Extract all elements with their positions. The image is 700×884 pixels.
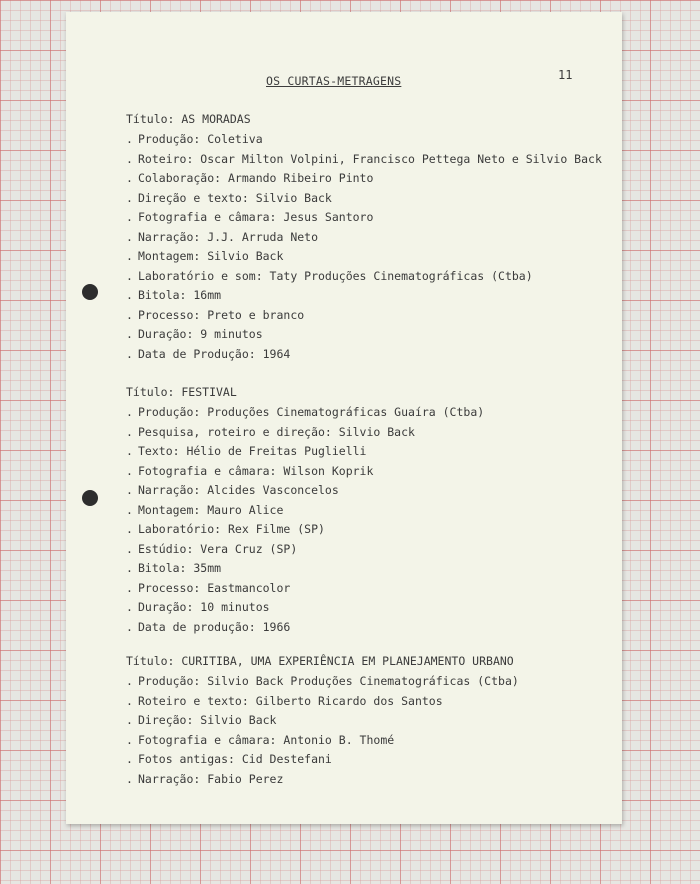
credit-line	[126, 542, 484, 562]
film-section-curitiba	[126, 654, 519, 791]
bullet-dot: .	[126, 424, 133, 439]
bullet-dot: .	[126, 561, 133, 575]
bullet-dot: .	[126, 463, 133, 478]
credit-line	[126, 600, 484, 620]
bullet-dot: .	[126, 288, 133, 302]
credit-line	[126, 405, 484, 425]
section-heading: Título: FESTIVAL	[126, 385, 237, 399]
credit-line	[126, 308, 602, 328]
credit-line	[126, 269, 602, 289]
credit-line	[126, 444, 484, 464]
credit-text: Produção: Coletiva	[138, 132, 263, 146]
bullet-dot: .	[126, 600, 133, 614]
credit-line	[126, 152, 602, 172]
bullet-dot: .	[126, 483, 133, 497]
credit-text: Direção: Silvio Back	[138, 713, 277, 727]
credit-line	[126, 522, 484, 542]
credit-line	[126, 191, 602, 211]
bullet-dot: .	[126, 619, 133, 634]
credit-text: Fotografia e câmara: Jesus Santoro	[138, 210, 374, 224]
document-title: OS CURTAS-METRAGENS	[266, 74, 402, 88]
bullet-dot: .	[126, 580, 133, 595]
punch-hole	[82, 284, 98, 300]
credit-text: Bitola: 16mm	[138, 288, 222, 302]
credit-line	[126, 464, 484, 484]
credit-text: Fotos antigas: Cid Destefani	[138, 752, 332, 766]
bullet-dot: .	[126, 541, 133, 556]
credit-text: Fotografia e câmara: Antonio B. Thomé	[138, 732, 395, 747]
bullet-dot: .	[126, 713, 133, 727]
credit-text: Narração: Alcides Vasconcelos	[138, 483, 339, 497]
credit-line	[126, 713, 519, 733]
credit-line	[126, 249, 602, 269]
credit-text: Pesquisa, roteiro e direção: Silvio Back	[138, 424, 415, 439]
bullet-dot: .	[126, 693, 133, 708]
bullet-dot: .	[126, 752, 133, 766]
credit-line	[126, 425, 484, 445]
credit-text: Data de Produção: 1964	[138, 346, 291, 361]
bullet-dot: .	[126, 522, 133, 536]
bullet-dot: .	[126, 444, 133, 458]
bullet-dot: .	[126, 307, 133, 322]
bullet-dot: .	[126, 771, 133, 786]
credit-text: Colaboração: Armando Ribeiro Pinto	[138, 171, 374, 185]
credit-text: Processo: Preto e branco	[138, 307, 305, 322]
credit-text: Produção: Produções Cinematográficas Guaíra (Ctba)	[138, 405, 485, 419]
credit-line	[126, 620, 484, 640]
credit-line	[126, 327, 602, 347]
credit-text: Duração: 10 minutos	[138, 600, 270, 614]
credit-text: Data de produção: 1966	[138, 619, 291, 634]
bullet-dot: .	[126, 732, 133, 747]
credit-text: Narração: Fabio Perez	[138, 771, 284, 786]
credit-line	[126, 210, 602, 230]
punch-hole	[82, 490, 98, 506]
credit-text: Narração: J.J. Arruda Neto	[138, 229, 319, 244]
bullet-dot: .	[126, 405, 133, 419]
credit-line	[126, 694, 519, 714]
bullet-dot: .	[126, 327, 133, 341]
bullet-dot: .	[126, 151, 133, 166]
credit-text: Duração: 9 minutos	[138, 327, 263, 341]
credit-line	[126, 288, 602, 308]
credit-line	[126, 483, 484, 503]
credit-line	[126, 171, 602, 191]
bullet-dot: .	[126, 190, 133, 205]
document-page	[66, 12, 622, 824]
bullet-dot: .	[126, 132, 133, 146]
credit-line	[126, 581, 484, 601]
credit-line	[126, 561, 484, 581]
bullet-dot: .	[126, 502, 133, 517]
credit-text: Montagem: Mauro Alice	[138, 502, 284, 517]
credit-text: Produção: Silvio Back Produções Cinematográficas (Ctba)	[138, 674, 519, 688]
section-heading: Título: CURITIBA, UMA EXPERIÊNCIA EM PLANEJAMENTO URBANO	[126, 654, 514, 668]
bullet-dot: .	[126, 249, 133, 263]
credit-line	[126, 752, 519, 772]
credit-line	[126, 772, 519, 792]
credit-line	[126, 503, 484, 523]
credit-line	[126, 347, 602, 367]
bullet-dot: .	[126, 674, 133, 688]
credit-line	[126, 230, 602, 250]
credit-text: Estúdio: Vera Cruz (SP)	[138, 541, 298, 556]
credit-line	[126, 733, 519, 753]
credit-text: Roteiro: Oscar Milton Volpini, Francisco Pettega Neto e Silvio Back	[138, 151, 602, 166]
film-section-as-moradas	[126, 112, 602, 366]
credit-text: Roteiro e texto: Gilberto Ricardo dos Santos	[138, 693, 443, 708]
credit-text: Laboratório: Rex Filme (SP)	[138, 522, 325, 536]
credit-text: Fotografia e câmara: Wilson Koprik	[138, 463, 374, 478]
credit-text: Montagem: Silvio Back	[138, 249, 284, 263]
section-heading: Título: AS MORADAS	[126, 112, 251, 126]
credit-text: Processo: Eastmancolor	[138, 580, 291, 595]
bullet-dot: .	[126, 346, 133, 361]
film-section-festival	[126, 385, 484, 639]
page-number: 11	[558, 68, 573, 82]
credit-line	[126, 132, 602, 152]
credit-text: Bitola: 35mm	[138, 561, 222, 575]
bullet-dot: .	[126, 229, 133, 244]
credit-text: Direção e texto: Silvio Back	[138, 190, 332, 205]
credit-text: Laboratório e som: Taty Produções Cinematográficas (Ctba)	[138, 268, 533, 283]
bullet-dot: .	[126, 171, 133, 185]
credit-text: Texto: Hélio de Freitas Puglielli	[138, 444, 367, 458]
bullet-dot: .	[126, 268, 133, 283]
bullet-dot: .	[126, 210, 133, 224]
credit-line	[126, 674, 519, 694]
